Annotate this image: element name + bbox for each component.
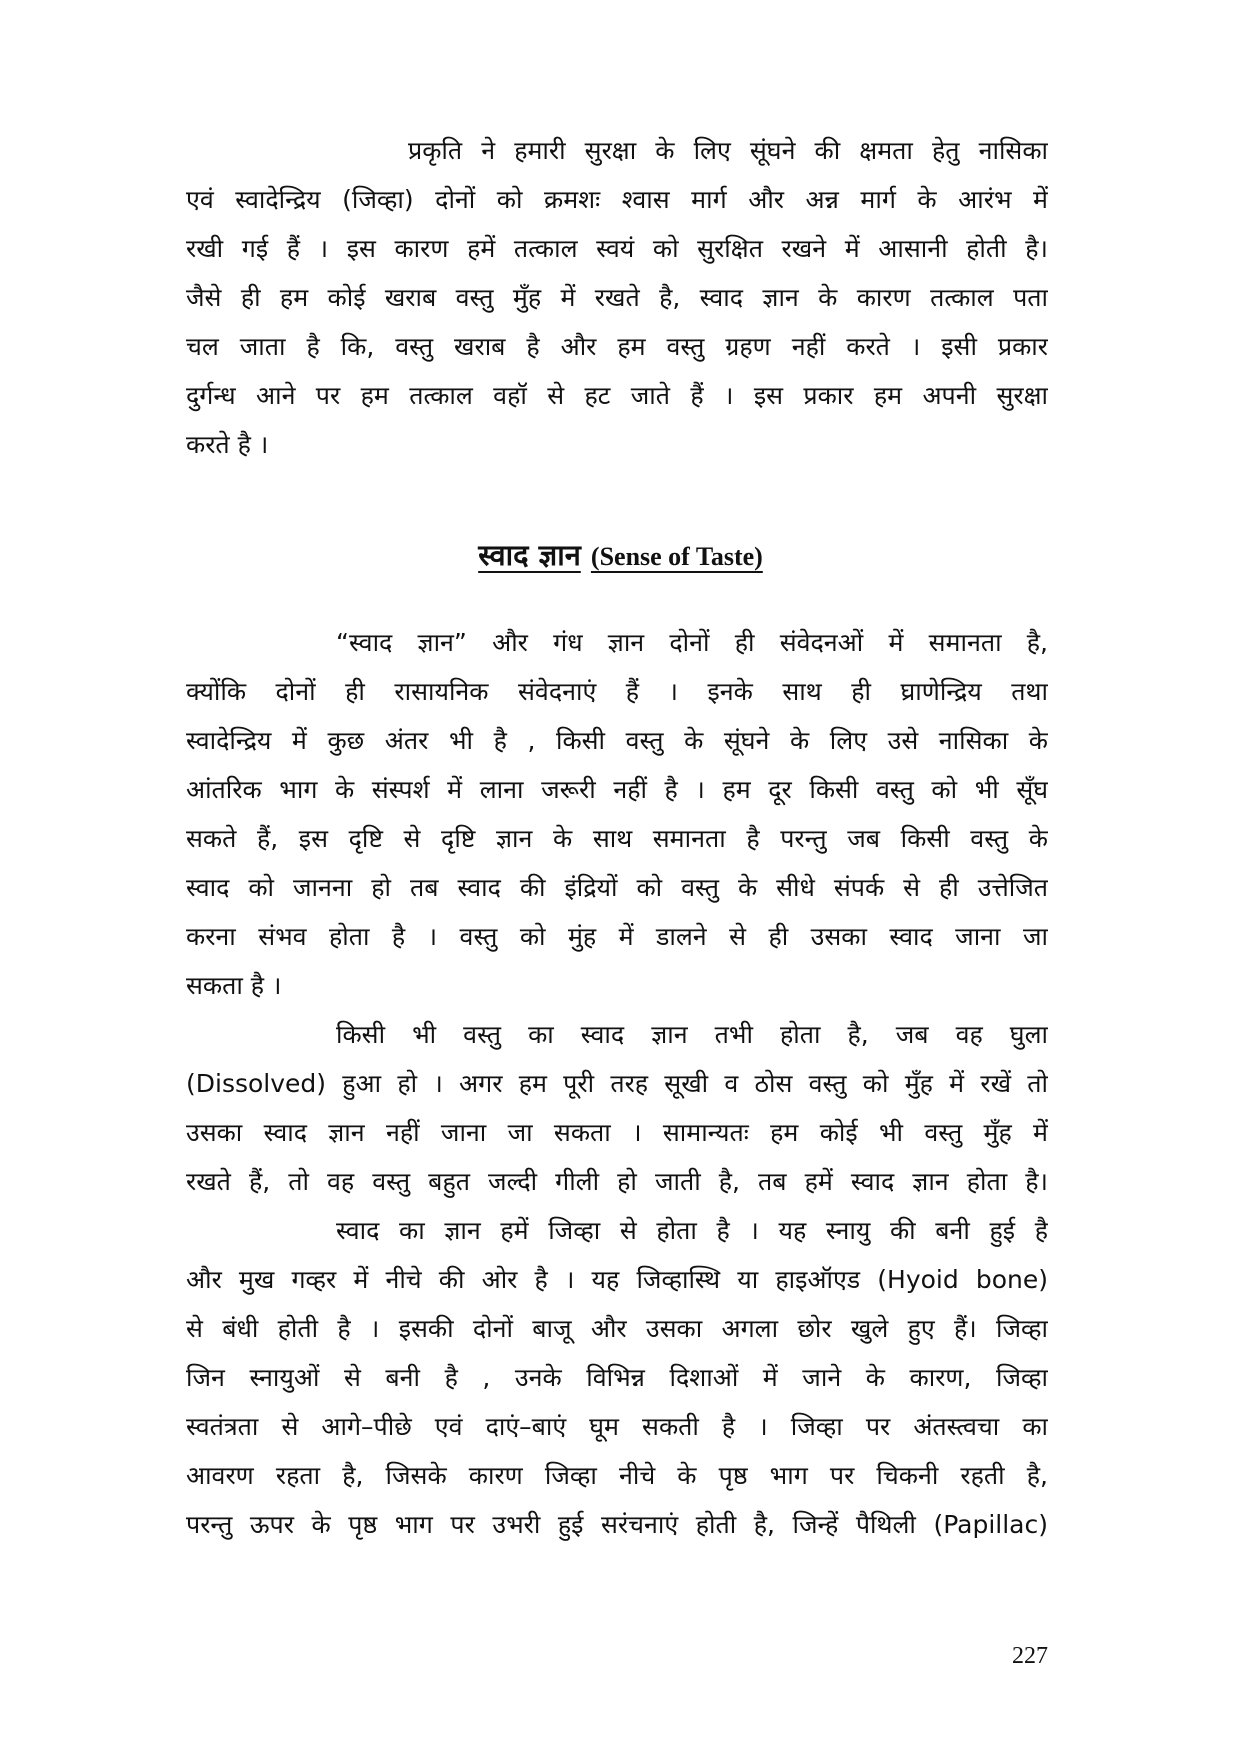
text-line: दुर्गन्ध आने पर हम तत्काल वहॉ से हट जाते हैं । इस प्रकार हम अपनी सुरक्षा	[186, 381, 1048, 410]
text-line: स्वाद को जानना हो तब स्वाद की इंद्रियों को वस्तु के सीधे संपर्क से ही उत्तेजित	[186, 873, 1048, 902]
text-line: क्योंकि दोनों ही रासायनिक संवेदनाएं हैं । इनके साथ ही घ्राणेन्द्रिय तथा	[186, 677, 1048, 706]
text-line: उसका स्वाद ज्ञान नहीं जाना जा सकता । सामान्यतः हम कोई भी वस्तु मुँह में	[186, 1118, 1048, 1147]
text-line: (Dissolved) हुआ हो । अगर हम पूरी तरह सूखी व ठोस वस्तु को मुँह में रखें तो	[186, 1069, 1048, 1098]
text-line: रखी गई हैं । इस कारण हमें तत्काल स्वयं को सुरक्षित रखने में आसानी होती है।	[186, 234, 1048, 263]
heading-hindi: स्वाद ज्ञान	[478, 538, 581, 572]
text-line: एवं स्वादेन्द्रिय (जिव्हा) दोनों को क्रमशः श्वास मार्ग और अन्न मार्ग के आरंभ में	[186, 185, 1048, 214]
text-line: सकते हैं, इस दृष्टि से दृष्टि ज्ञान के साथ समानता है परन्तु जब किसी वस्तु के	[186, 824, 1048, 853]
paragraph-protection	[186, 126, 1048, 469]
text-line: रखते हैं, तो वह वस्तु बहुत जल्दी गीली हो जाती है, तब हमें स्वाद ज्ञान होता है।	[186, 1167, 1048, 1196]
text-line: प्रकृति ने हमारी सुरक्षा के लिए सूंघने की क्षमता हेतु नासिका	[408, 136, 1048, 165]
text-line: स्वतंत्रता से आगे–पीछे एवं दाएं–बाएं घूम सकती है । जिव्हा पर अंतस्त्वचा का	[186, 1412, 1048, 1441]
text-line: आवरण रहता है, जिसके कारण जिव्हा नीचे के पृष्ठ भाग पर चिकनी रहती है,	[186, 1461, 1048, 1490]
text-line: “स्वाद ज्ञान” और गंध ज्ञान दोनों ही संवेदनओं में समानता है,	[336, 628, 1048, 657]
text-line: जिन स्नायुओं से बनी है , उनके विभिन्न दिशाओं में जाने के कारण, जिव्हा	[186, 1363, 1048, 1392]
paragraph-taste-smell	[186, 618, 1048, 1010]
text-line: और मुख गव्हर में नीचे की ओर है । यह जिव्हास्थि या हाइऑएड (Hyoid bone)	[186, 1265, 1048, 1294]
text-line: आंतरिक भाग के संस्पर्श में लाना जरूरी नहीं है । हम दूर किसी वस्तु को भी सूँघ	[186, 775, 1048, 804]
heading-english: (Sense of Taste)	[590, 542, 763, 571]
paragraph-tongue	[186, 1206, 1048, 1549]
text-line: स्वाद का ज्ञान हमें जिव्हा से होता है । यह स्नायु की बनी हुई है	[336, 1216, 1048, 1245]
text-line: करना संभव होता है । वस्तु को मुंह में डालने से ही उसका स्वाद जाना जा	[186, 922, 1048, 951]
text-line: चल जाता है कि, वस्तु खराब है और हम वस्तु ग्रहण नहीं करते । इसी प्रकार	[186, 332, 1048, 361]
text-line: किसी भी वस्तु का स्वाद ज्ञान तभी होता है, जब वह घुला	[336, 1020, 1048, 1049]
text-line: परन्तु ऊपर के पृष्ठ भाग पर उभरी हुई सरंचनाएं होती है, जिन्हें पैथिली (Papillac)	[186, 1510, 1048, 1539]
page-number: 227	[1012, 1643, 1048, 1669]
text-line: स्वादेन्द्रिय में कुछ अंतर भी है , किसी वस्तु के सूंघने के लिए उसे नासिका के	[186, 726, 1048, 755]
paragraph-dissolved	[186, 1010, 1048, 1206]
text-line: करते है ।	[186, 430, 269, 459]
text-line: जैसे ही हम कोई खराब वस्तु मुँह में रखते है, स्वाद ज्ञान के कारण तत्काल पता	[186, 283, 1048, 312]
text-line: सकता है ।	[186, 971, 282, 1000]
text-line: से बंधी होती है । इसकी दोनों बाजू और उसका अगला छोर खुले हुए हैं। जिव्हा	[186, 1314, 1048, 1343]
section-heading	[0, 535, 1241, 577]
